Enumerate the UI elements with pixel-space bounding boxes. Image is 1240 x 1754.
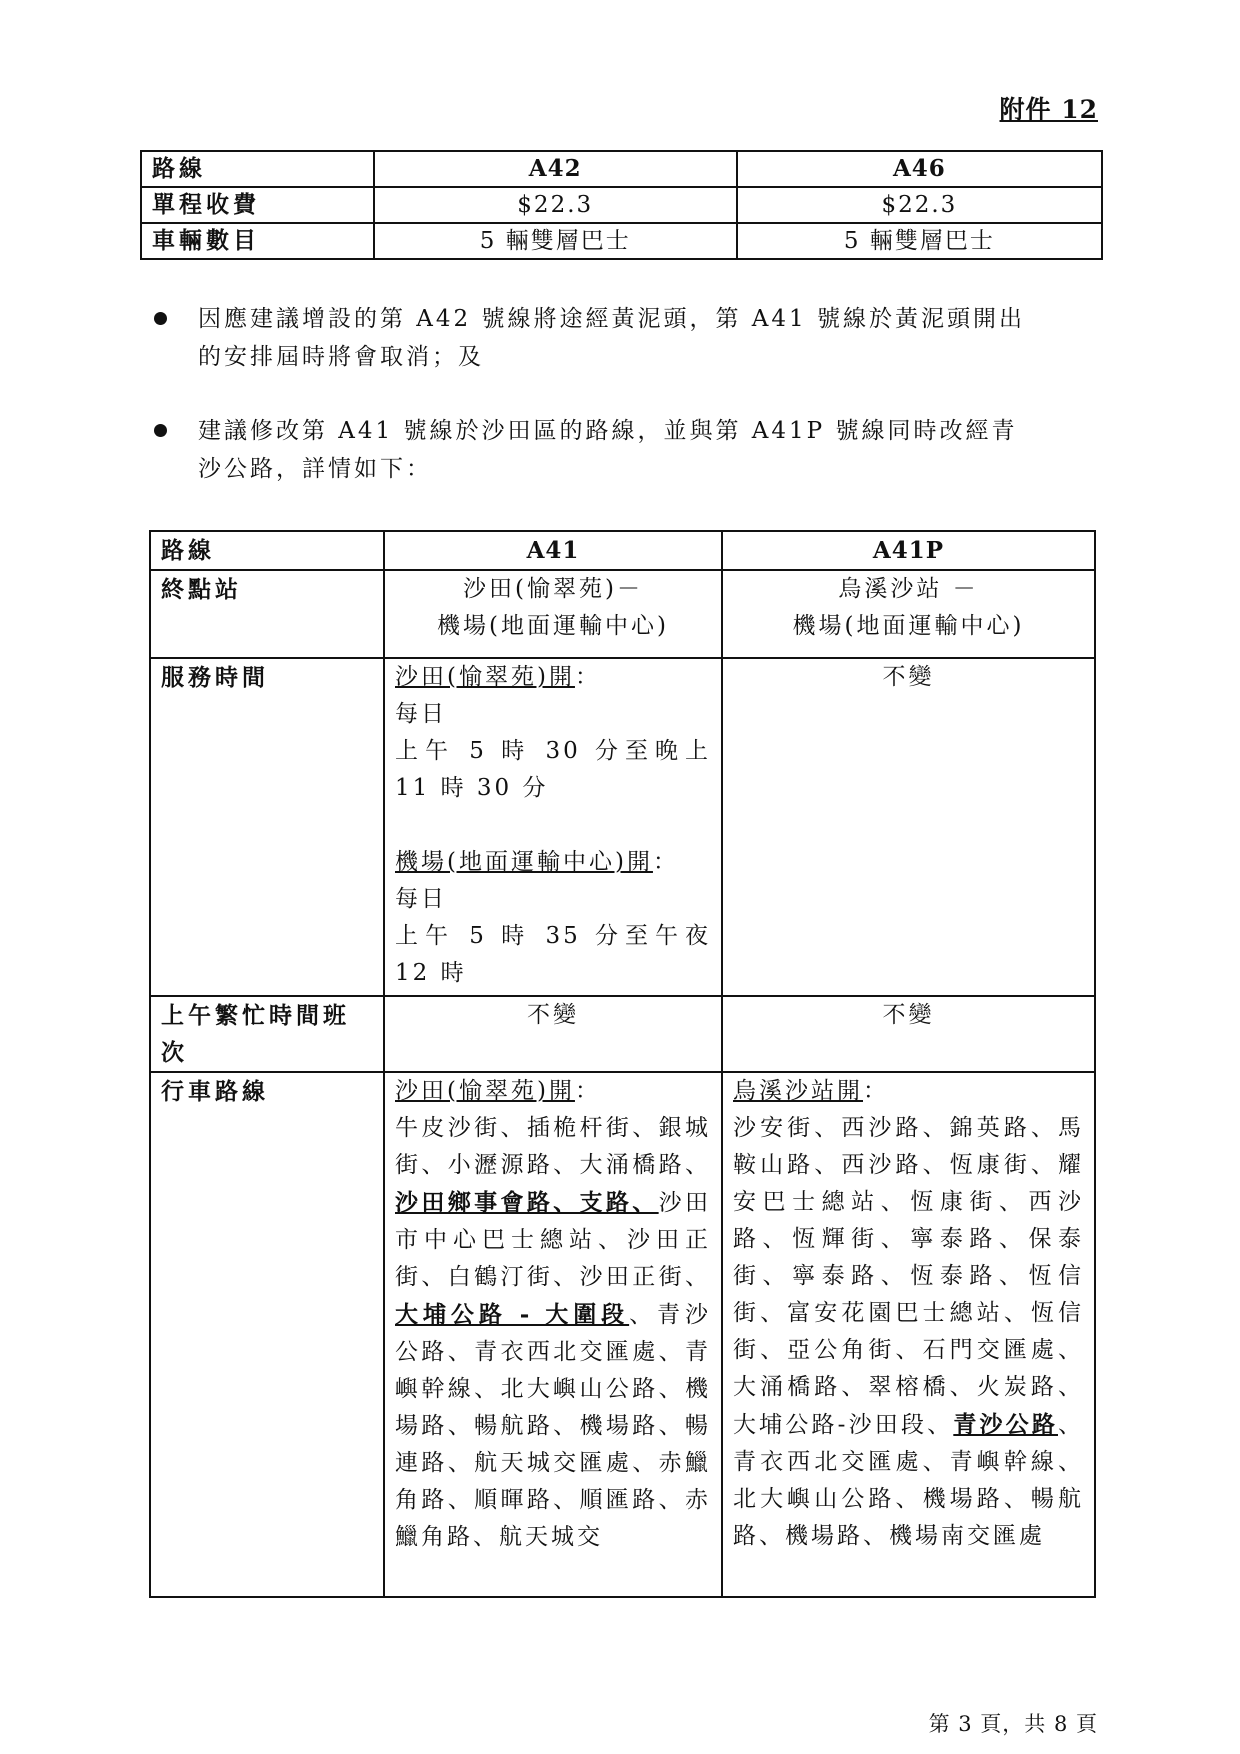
bullet-dot-icon <box>154 312 167 325</box>
colon: ： <box>574 664 601 690</box>
service-from <box>395 844 711 881</box>
routing-from <box>733 1073 1084 1110</box>
route-a41p: A41P <box>722 531 1095 570</box>
fare-a46: $22.3 <box>737 187 1102 223</box>
row-label: 路線 <box>150 531 384 570</box>
terminus-a41 <box>384 570 722 658</box>
row-label: 路線 <box>141 151 374 187</box>
service-hours-a41p: 不變 <box>722 658 1095 996</box>
origin-label: 沙田(愉翠苑)開 <box>395 664 575 690</box>
routing-text <box>395 1110 711 1556</box>
row-label: 行車路線 <box>150 1072 384 1597</box>
table-row <box>150 570 1095 658</box>
colon: ： <box>863 1078 889 1104</box>
page-number: 第 3 頁，共 8 頁 <box>928 1712 1098 1736</box>
service-time: 上午 5 時 35 分至午夜 12 時 <box>395 923 711 986</box>
routing-text <box>733 1110 1084 1555</box>
spacer <box>395 807 711 844</box>
peak-a41: 不變 <box>384 996 722 1072</box>
row-label: 車輛數目 <box>141 223 374 259</box>
routing-changed-segment: 青沙公路 <box>953 1411 1058 1438</box>
row-label: 單程收費 <box>141 187 374 223</box>
terminus-line: 機場(地面運輸中心) <box>792 613 1025 639</box>
table-row <box>141 151 1102 187</box>
routing-segment: 、青沙公路、青衣西北交匯處、青嶼幹線、北大嶼山公路、機場路、暢航路、機場路、暢連路、航天城交匯處、赤鱲角路、順暉路、順匯路、赤鱲角路、航天城交 <box>395 1302 712 1550</box>
service-days: 每日 <box>395 886 447 912</box>
fleet-a42: 5 輛雙層巴士 <box>374 223 737 259</box>
table-row <box>141 223 1102 259</box>
annex-label: 附件 12 <box>999 95 1098 124</box>
routing-segment: 、青衣西北交匯處、青嶼幹線、北大嶼山公路、機場路、暢航路、機場路、機場南交匯處 <box>733 1412 1084 1549</box>
bullet-line: 沙公路，詳情如下： <box>198 456 432 482</box>
routing-segment: 牛皮沙街、插桅杆街、銀城街、小瀝源路、大涌橋路、 <box>395 1115 711 1178</box>
terminus-line: 沙田(愉翠苑)－ <box>463 576 643 602</box>
service-from <box>395 659 711 696</box>
table-row <box>150 531 1095 570</box>
service-time: 上午 5 時 30 分至晚上 11 時 30 分 <box>395 738 711 801</box>
terminus-line: 烏溪沙站 － <box>838 576 979 602</box>
table-row <box>150 1072 1095 1597</box>
bullet-line: 因應建議增設的第 A42 號線將途經黃泥頭，第 A41 號線於黃泥頭開出 <box>198 306 1025 332</box>
service-days: 每日 <box>395 701 447 727</box>
routing-from <box>395 1073 711 1110</box>
fleet-a46: 5 輛雙層巴士 <box>737 223 1102 259</box>
routing-changed-segment: 大埔公路 - 大圍段 <box>395 1301 630 1328</box>
fare-table <box>140 150 1103 260</box>
terminus-line: 機場(地面運輸中心) <box>437 613 669 639</box>
routing-a41 <box>384 1072 722 1597</box>
row-label: 服務時間 <box>150 658 384 996</box>
origin-label: 機場(地面運輸中心)開 <box>395 849 653 875</box>
row-label: 上午繁忙時間班次 <box>150 996 384 1072</box>
terminus-a41p <box>722 570 1095 658</box>
peak-a41p: 不變 <box>722 996 1095 1072</box>
origin-label: 烏溪沙站開 <box>733 1078 863 1104</box>
routing-segment: 沙田市中心巴士總站、沙田正街、白鶴汀街、沙田正街、 <box>395 1190 712 1290</box>
route-a41: A41 <box>384 531 722 570</box>
bullet-list <box>150 300 1080 524</box>
service-hours-a41 <box>384 658 722 996</box>
routing-a41p <box>722 1072 1095 1597</box>
colon: ： <box>574 1078 601 1104</box>
bullet-line: 的安排屆時將會取消；及 <box>198 344 484 370</box>
table-row <box>150 996 1095 1072</box>
table-row <box>150 658 1095 996</box>
row-label: 終點站 <box>150 570 384 658</box>
route-a42: A42 <box>374 151 737 187</box>
route-a46: A46 <box>737 151 1102 187</box>
table-row <box>141 187 1102 223</box>
colon: ： <box>652 849 679 875</box>
fare-a42: $22.3 <box>374 187 737 223</box>
bullet-item <box>150 412 1080 488</box>
bullet-dot-icon <box>154 424 167 437</box>
route-details-table <box>149 530 1096 1598</box>
routing-changed-segment: 沙田鄉事會路、支路、 <box>395 1189 659 1216</box>
bullet-line: 建議修改第 A41 號線於沙田區的路線，並與第 A41P 號線同時改經青 <box>198 418 1018 444</box>
routing-segment: 沙安街、西沙路、錦英路、馬鞍山路、西沙路、恆康街、耀安巴士總站、恆康街、西沙路、恆輝街、寧泰路、保泰街、寧泰路、恆泰路、恆信街、富安花園巴士總站、恆信街、亞公角街、石門交匯處、大涌橋路、翠榕橋、火炭路、大埔公路-沙田段、 <box>733 1115 1084 1438</box>
bullet-item <box>150 300 1080 376</box>
origin-label: 沙田(愉翠苑)開 <box>395 1078 575 1104</box>
